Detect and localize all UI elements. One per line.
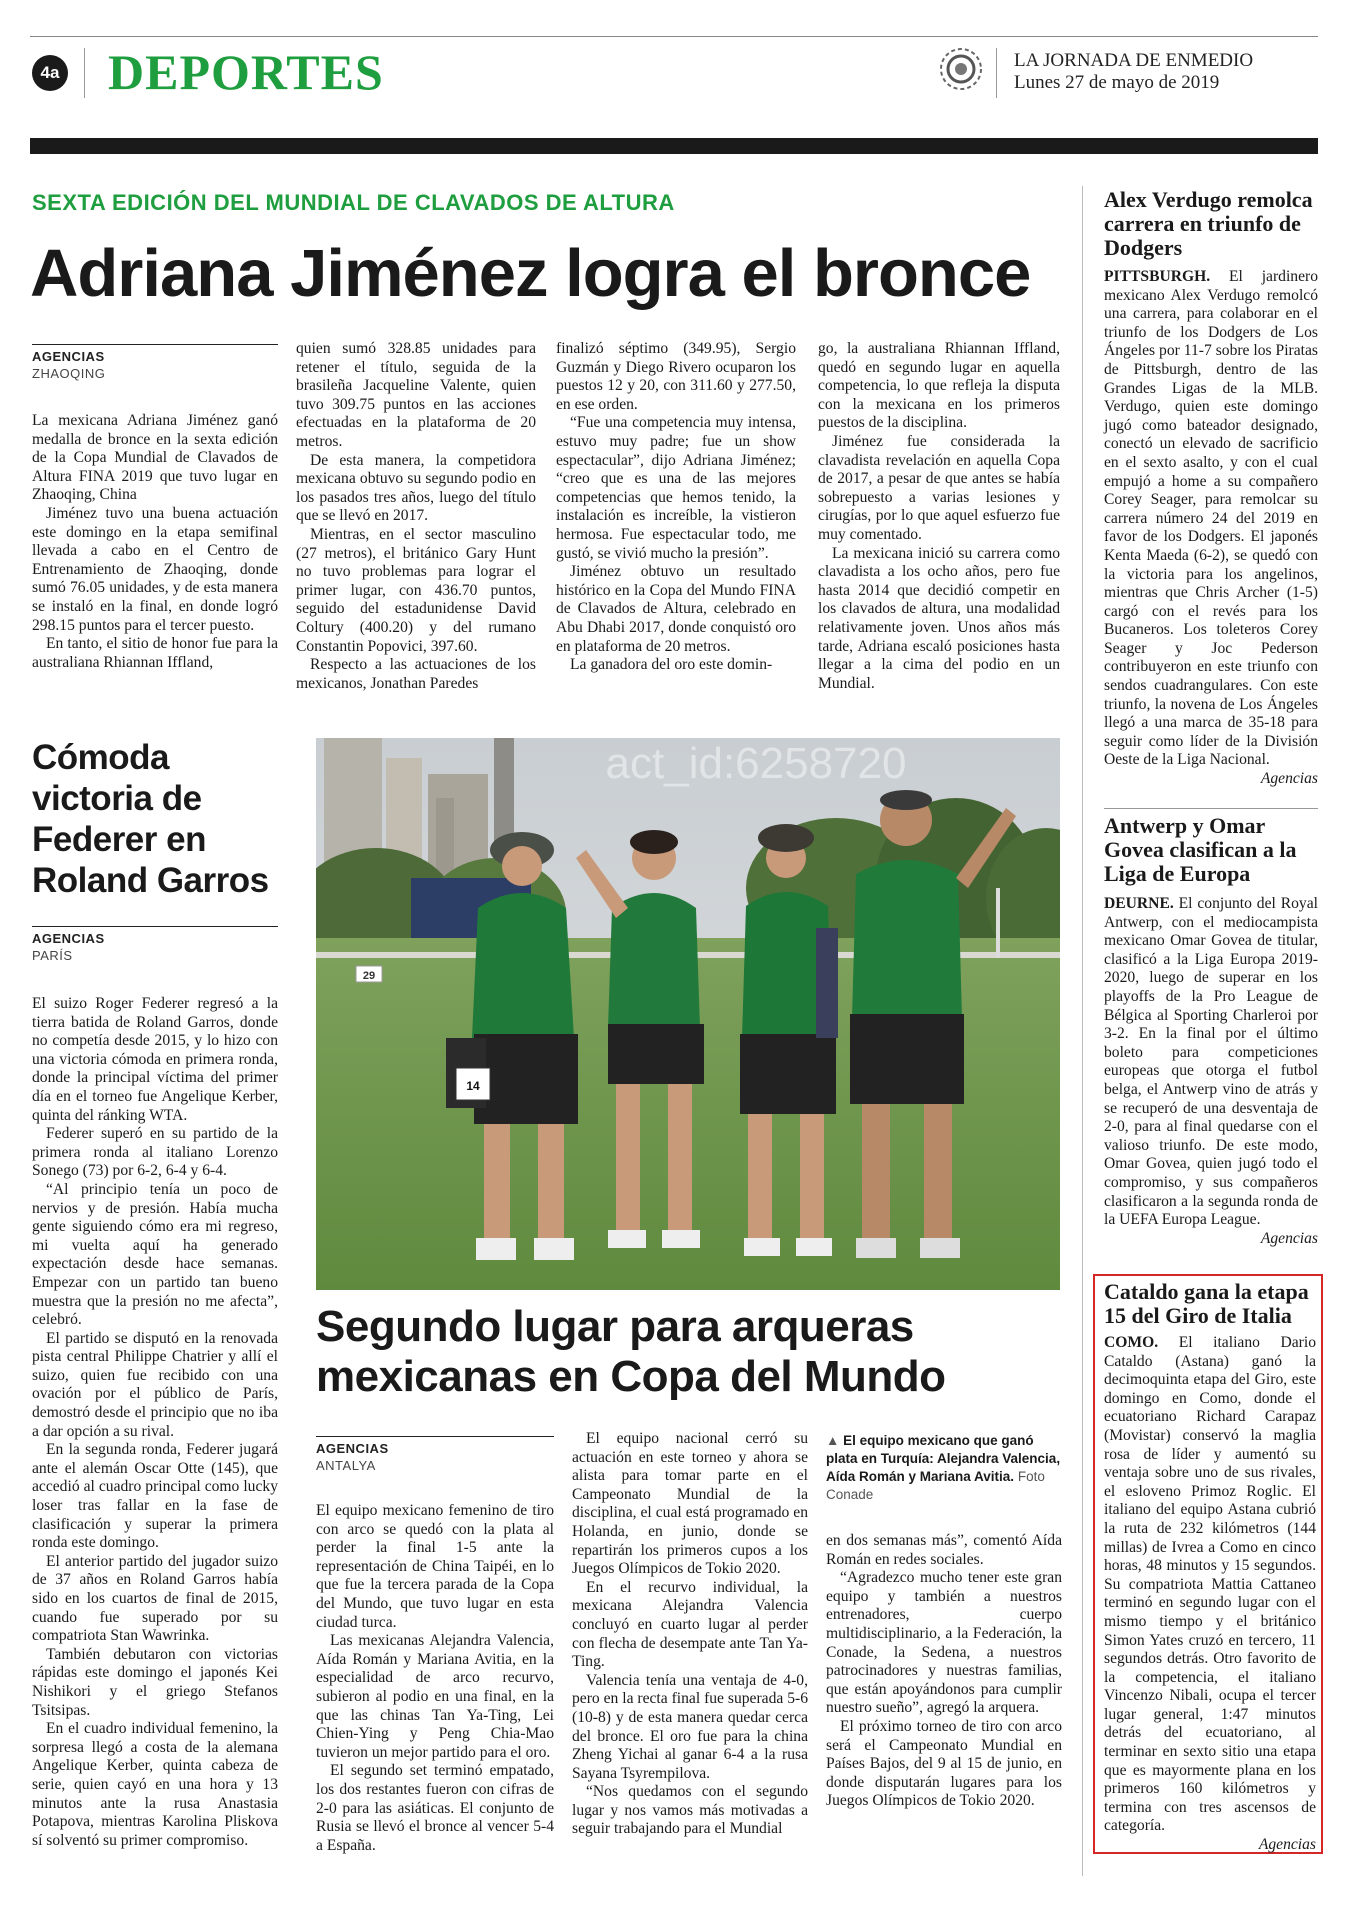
- archery-headline: Segundo lugar para arqueras mexicanas en Copa del Mundo: [316, 1302, 946, 1401]
- antwerp-dateline: DEURNE.: [1104, 895, 1174, 912]
- verdugo-signature: Agencias: [1260, 770, 1318, 788]
- lead-headline: Adriana Jiménez logra el bronce: [30, 236, 1031, 311]
- lead-paragraph: Jiménez tuvo una buena actuación este domingo en la etapa semifinal llevada a cabo en el Centro de Entrenamiento de Zhaoqing, donde sumó 76.05 unidades, y de esta manera se instaló en la final, en donde logró 298.15 puntos para el tercer puesto.: [32, 504, 278, 634]
- lead-paragraph: Mientras, en el sector masculino (27 metros), el británico Gary Hunt no tuvo problemas para lograr el primer lugar, con 436.70 puntos, seguido del estadunidense David Coltury (400.20) y del rumano Constantin Popovici, 397.60.: [296, 525, 536, 655]
- cataldo-signature: Agencias: [1258, 1836, 1316, 1854]
- athlete-bib: 14: [466, 1079, 480, 1093]
- verdugo-dateline: PITTSBURGH.: [1104, 268, 1211, 285]
- caption-credit: Foto Conade: [826, 1469, 1045, 1502]
- archery-paragraph: “Agradezco mucho tener este gran equipo y también a nuestros entrenadores, cuerpo multidisciplinario, a la Federación, la Conade, la Sedena, a nuestros patrocinadores y nuestras familias, que están apoyándonos para cumplir nuestro sueño”, agregó la arquera.: [826, 1569, 1062, 1717]
- page-number: 4a: [40, 63, 60, 82]
- archery-column-1: [316, 1502, 554, 1855]
- federer-headline: Cómoda victoria de Federer en Roland Garros: [32, 738, 269, 900]
- lead-column-1: [32, 412, 278, 672]
- newspaper-logo-icon: [938, 46, 984, 92]
- caption-triangle-icon: ▲: [826, 1433, 840, 1448]
- lead-paragraph: go, la australiana Rhiannan Iffland, quedó en segundo lugar en aquella competencia, lo que refleja la disputa con la mexicana en los primeros puestos de la disciplina.: [818, 340, 1060, 432]
- masthead-divider: [84, 48, 85, 98]
- lead-paragraph: Jiménez obtuvo un resultado histórico en la Copa del Mundo FINA de Clavados de Altura, celebrado en Abu Dhabi 2017, donde conquistó oro en plataforma de 20 metros.: [556, 563, 796, 655]
- federer-credit: [32, 926, 278, 964]
- archery-credit: [316, 1436, 554, 1474]
- lead-paragraph: De esta manera, la competidora mexicana obtuvo su segundo podio en los pasados tres años, luego del título que se llevó en 2017.: [296, 451, 536, 525]
- archery-column-3: [826, 1532, 1062, 1811]
- lead-paragraph: La ganadora del oro este domin-: [570, 656, 773, 674]
- federer-paragraph: “Al principio tenía un poco de nervios y de presión. Había mucha gente siguiendo cómo era mi regreso, mi vuelta aquí ha generado expectación desde hace semanas. Empezar con un partido tan bueno muestra que la presión no me afecta”, celebró.: [32, 1180, 278, 1329]
- federer-paragraph: El partido se disputó en la renovada pista central Philippe Chatrier y allí el suizo, quien fue recibido con una ovación por el público de París, demostró desde el principio que no iba a dar opción a su rival.: [32, 1329, 278, 1440]
- sidebar-rule-1: [1104, 808, 1318, 809]
- lead-paragraph: Jiménez fue considerada la clavadista revelación en aquella Copa de 2017, a pesar de que antes se había sobrepuesto a varias lesiones y cirugías, por lo que aquel esfuerzo fue muy comentado.: [818, 432, 1060, 543]
- federer-paragraph: También debutaron con victorias rápidas este domingo el japonés Kei Nishikori y el griego Stefanos Tsitsipas.: [32, 1645, 278, 1719]
- lead-credit: [32, 344, 278, 382]
- lead-column-4: [818, 340, 1060, 693]
- verdugo-text: El jardinero mexicano Alex Verdugo remolcó una carrera, para colaborar en el triunfo de los Dodgers de Los Ángeles por 11-7 sobre los Piratas de Pittsburgh, dentro de las Grandes Ligas de la MLB. Verdugo, quien este domingo jugó como bateador designado, conectó un elevado de sacrificio en el sexto asalto, y con el cual empujó a home a su compañero Corey Seager, para remolcar su carrera número 24 del 2019 en favor de los Dodgers. El japonés Kenta Maeda (6-2), se quedó con la victoria para los angelinos, mientras que Chris Archer (1-5) cargó con el revés para los Bucaneros. Los toleteros Corey Seager y Joc Pederson contribuyeron en este triunfo con sendos cuadrangulares. Con este triunfo, la novena de Los Ángeles llegó a una marca de 35-18 para seguir como líder de la División Oeste de la Liga Nacional.: [1104, 268, 1318, 769]
- federer-paragraph: Federer superó en su partido de la primera ronda al italiano Lorenzo Sonego (73) por 6-2, 6-4 y 6-4.: [32, 1125, 278, 1180]
- archery-paragraph: El segundo set terminó empatado, los dos restantes fueron con cifras de 2-0 para las asiáticas. El conjunto de Rusia se llevó el bronce al vencer 5-4 a España.: [316, 1762, 554, 1854]
- federer-body: [32, 995, 278, 1850]
- archers-photo: [316, 738, 1060, 1290]
- lead-agency: AGENCIAS: [32, 349, 105, 364]
- federer-paragraph: El suizo Roger Federer regresó a la tierra batida de Roland Garros, donde no competía desde 2015, y lo hizo con una victoria cómoda en primera ronda, donde la principal víctima del primer día en el torneo fue Angelique Kerber, quinta del ránking WTA.: [32, 995, 278, 1124]
- caption-text: El equipo mexicano que ganó plata en Turquía: Alejandra Valencia, Aída Román y Mariana Avitia.: [826, 1433, 1061, 1484]
- issue-date: Lunes 27 de mayo de 2019: [1014, 72, 1220, 93]
- photo-watermark: act_id:6258720: [605, 739, 907, 788]
- lead-paragraph: finalizó séptimo (349.95), Sergio Guzmán y Diego Rivero ocuparon los puestos 12 y 20, con 311.60 y 277.50, en ese orden.: [556, 340, 796, 413]
- cataldo-body: [1104, 1334, 1316, 1855]
- antwerp-signature: Agencias: [1260, 1229, 1318, 1247]
- lead-paragraph: quien sumó 328.85 unidades para retener el título, seguida de la brasileña Jacqueline Valente, quien tuvo 309.75 puntos en las acciones efectuadas en la plataforma de 20 metros.: [296, 340, 536, 450]
- lead-paragraph: En tanto, el sitio de honor fue para la australiana Rhiannan Iffland,: [32, 635, 278, 671]
- archery-paragraph: El equipo nacional cerró su actuación en este torneo y ahora se alista para tomar parte en el Campeonato Mundial de la disciplina, el cual está programado en Holanda, en junio, donde se repartirán los primeros cupos a los Juegos Olímpicos de Tokio 2020.: [572, 1430, 808, 1578]
- cataldo-text: El italiano Dario Cataldo (Astana) ganó la decimoquinta etapa del Giro, este domingo en Como, donde el ecuatoriano Richard Carapaz (Movistar) conservó la maglia rosa de líder y aumentó su ventaja sobre uno de sus rivales, el esloveno Primoz Roglic. El italiano del equipo Astana cubrió la ruta de 232 kilómetros (144 millas) de Ivrea a Como en cinco horas, 48 minutos y 15 segundos. Su compatriota Mattia Cattaneo terminó en segundo lugar con el mismo tiempo y el británico Simon Yates cruzó en tercero, 11 segundos detrás. Otro favorito de la competencia, el italiano Vincenzo Nibali, ocupa el tercer lugar general, 1:47 minutos detrás del ecuatoriano, al terminar en sexto sitio una etapa que es mayormente plana en los primeros 160 kilómetros y termina con tres ascensos de categoría.: [1104, 1334, 1316, 1835]
- lead-paragraph: La mexicana Adriana Jiménez ganó medalla de bronce en la sexta edición de la Copa Mundial de Clavados de Altura FINA 2019 que tuvo lugar en Zhaoqing, China: [32, 412, 278, 504]
- federer-paragraph: En la segunda ronda, Federer jugará ante el alemán Oscar Otte (145), que accedió al cuadro principal como lucky loser tras fallar en la fase de clasificación y superar la primera ronda este domingo.: [32, 1441, 278, 1552]
- page-number-badge: [32, 55, 68, 91]
- federer-paragraph: En el cuadro individual femenino, la sorpresa llegó a costa de la alemana Angelique Kerber, quinta cabeza de serie, quien cayó en una hora y 13 minutos ante la rusa Anastasia Potapova, mientras Karolina Pliskova sí solventó su primer compromiso.: [32, 1720, 278, 1849]
- antwerp-text: El conjunto del Royal Antwerp, con el mediocampista mexicano Omar Govea de titular, clasificó a la Liga Europa 2019-2020, luego de superar en los playoffs de la Pro League de Bélgica al Sporting Charleroi por 3-2. En la final por el último boleto para competiciones europeas que otorga el futbol belga, el Antwerp vino de atrás y se recuperó de una desventaja de 2-0, para al final quedarse con el valioso triunfo. De este modo, Omar Govea, quien jugó todo el compromiso, y sus compañeros clasificaron a la segunda ronda de la UEFA Europa League.: [1104, 895, 1318, 1229]
- sidebar-divider: [1082, 186, 1083, 1876]
- newspaper-name: LA JORNADA DE ENMEDIO: [1014, 50, 1254, 71]
- archery-paragraph: En el recurvo individual, la mexicana Alejandra Valencia concluyó en cuarto lugar al perder con flecha de desempate ante Tan Ya-Ting.: [572, 1578, 808, 1671]
- cataldo-dateline: COMO.: [1104, 1334, 1159, 1351]
- federer-agency: AGENCIAS: [32, 931, 105, 946]
- archery-paragraph: Valencia tenía una ventaja de 4-0, pero en la recta final fue superada 5-6 (10-8) y de esta manera quedar cerca del bronce. El oro fue para la china Zheng Yichai al ganar 6-4 a la rusa Sayana Tsyrempilova.: [572, 1671, 808, 1782]
- lane-sign-number: 29: [362, 970, 376, 982]
- masthead-divider-right: [996, 48, 997, 98]
- antwerp-headline: Antwerp y Omar Govea clasifican a la Liga de Europa: [1104, 813, 1297, 886]
- masthead-top-rule: [30, 36, 1318, 37]
- cataldo-headline: Cataldo gana la etapa 15 del Giro de Italia: [1104, 1279, 1309, 1328]
- archery-paragraph: Las mexicanas Alejandra Valencia, Aída Román y Mariana Avitia, en la especialidad de arco recurvo, subieron al podio en una final, en la que las chinas Tan Ya-Ting, Lei Chien-Ying y Peng Chia-Mao tuvieron un mejor partido para el oro.: [316, 1632, 554, 1761]
- lead-paragraph: La mexicana inició su carrera como clavadista a los ocho años, pero fue hasta 2014 que decidió competir en los clavados de altura, una modalidad relativamente joven. Unos años más tarde, Adriana escaló posiciones hasta llegar a la cima del podio en un Mundial.: [818, 544, 1060, 692]
- archery-paragraph: “Nos quedamos con el segundo lugar y nos vamos más motivadas a seguir trabajando para el Mundial: [572, 1783, 808, 1838]
- verdugo-body: [1104, 268, 1318, 789]
- lead-column-2: [296, 340, 536, 693]
- archery-paragraph: El equipo mexicano femenino de tiro con arco se quedó con la plata al perder la final 1-5 ante la representación de China Taipéi, en lo que fue la tercera parada de la Copa del Mundo, que tuvo lugar en esta ciudad turca.: [316, 1502, 554, 1631]
- federer-place: PARÍS: [32, 948, 73, 963]
- photo-caption: [826, 1432, 1062, 1504]
- archery-paragraph: en dos semanas más”, comentó Aída Román en redes sociales.: [826, 1532, 1062, 1568]
- lead-place: ZHAOQING: [32, 366, 106, 381]
- archery-place: ANTALYA: [316, 1458, 376, 1473]
- archery-column-2: [572, 1430, 808, 1839]
- antwerp-body: [1104, 895, 1318, 1248]
- archery-agency: AGENCIAS: [316, 1441, 389, 1456]
- verdugo-headline: Alex Verdugo remolca carrera en triunfo de Dodgers: [1104, 187, 1313, 260]
- masthead-black-bar: [30, 138, 1318, 154]
- lead-column-3: [556, 340, 796, 675]
- lead-kicker: SEXTA EDICIÓN DEL MUNDIAL DE CLAVADOS DE ALTURA: [32, 190, 675, 215]
- lead-paragraph: “Fue una competencia muy intensa, estuvo muy padre; fue un show espectacular”, dijo Adriana Jiménez; “creo que es una de las mejores competencias que hemos tenido, la instalación es increíble, la vistieron hermosa. Fue espectacular todo, me gustó, se vivió mucho la presión”.: [556, 414, 796, 562]
- federer-paragraph: El anterior partido del jugador suizo de 37 años en Roland Garros había sido en los cuartos de final de 2015, cuando fue superado por su compatriota Stan Wawrinka.: [32, 1552, 278, 1645]
- archery-paragraph: El próximo torneo de tiro con arco será el Campeonato Mundial en Países Bajos, del 9 al 15 de junio, en donde disputarán lugares para los Juegos Olímpicos de Tokio 2020.: [826, 1717, 1062, 1810]
- lead-paragraph: Respecto a las actuaciones de los mexicanos, Jonathan Paredes: [296, 656, 536, 692]
- section-title: DEPORTES: [108, 44, 384, 100]
